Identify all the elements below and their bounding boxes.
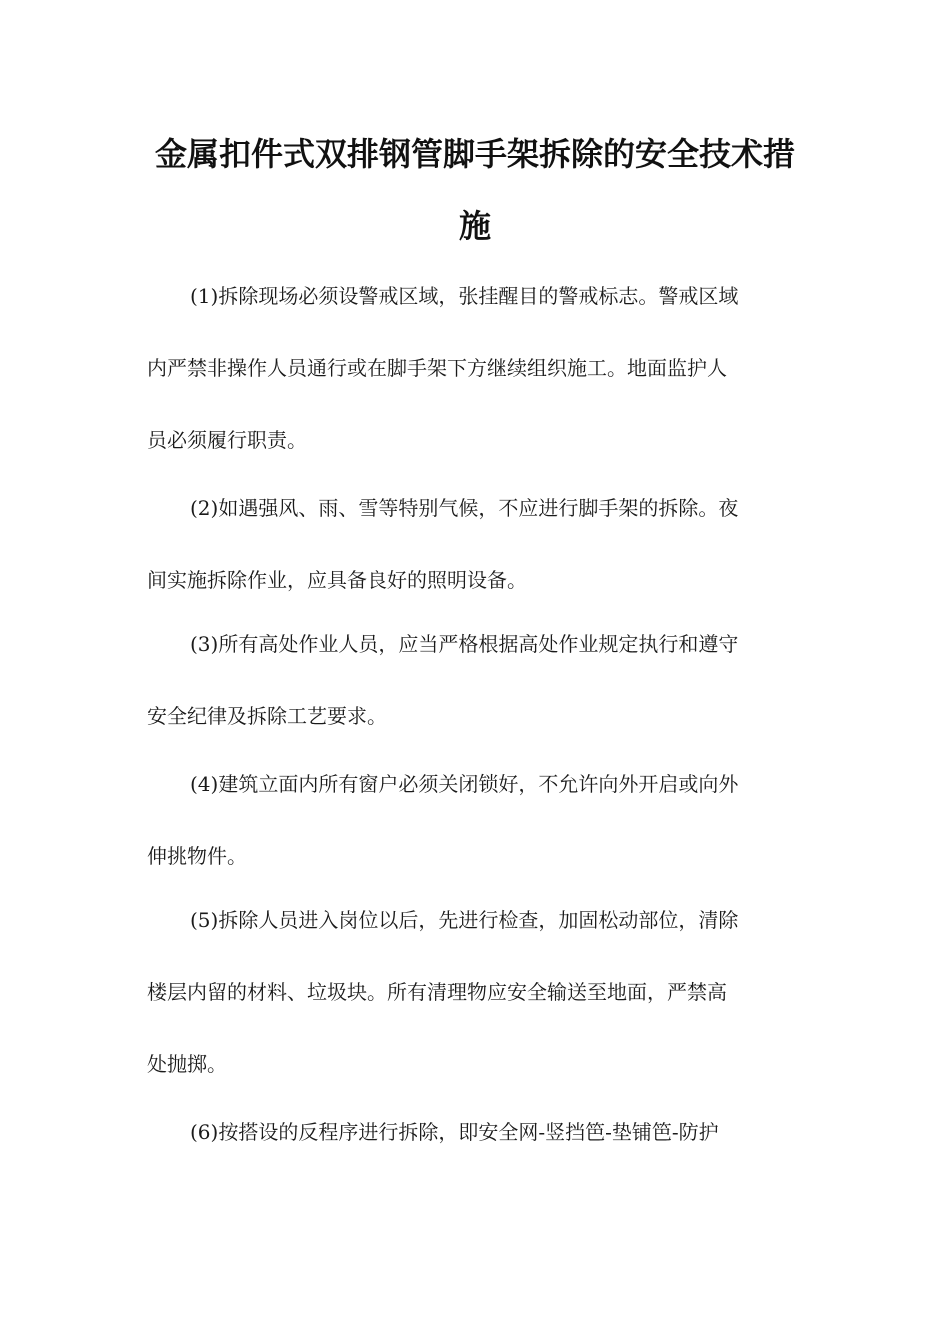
paragraph-5-line-3: 处抛掷。 [147,1052,227,1076]
paragraph-1-line-1: (1)拆除现场必须设警戒区域，张挂醒目的警戒标志。警戒区域 [190,284,739,308]
paragraph-1-line-3: 员必须履行职责。 [147,428,307,452]
paragraph-2-line-1: (2)如遇强风、雨、雪等特别气候，不应进行脚手架的拆除。夜 [190,496,739,520]
paragraph-5-line-1: (5)拆除人员进入岗位以后，先进行检查，加固松动部位，清除 [190,908,739,932]
paragraph-6-line-1: (6)按搭设的反程序进行拆除，即安全网-竖挡笆-垫铺笆-防护 [190,1120,719,1144]
paragraph-3-line-1: (3)所有高处作业人员，应当严格根据高处作业规定执行和遵守 [190,632,739,656]
paragraph-5-line-2: 楼层内留的材料、垃圾块。所有清理物应安全输送至地面，严禁高 [147,980,727,1004]
document-title-line-2: 施 [458,207,491,245]
paragraph-3-line-2: 安全纪律及拆除工艺要求。 [147,704,387,728]
paragraph-2-line-2: 间实施拆除作业，应具备良好的照明设备。 [147,568,527,592]
document-title-line-1: 金属扣件式双排钢管脚手架拆除的安全技术措 [154,135,795,173]
paragraph-4-line-2: 伸挑物件。 [147,844,247,868]
paragraph-1-line-2: 内严禁非操作人员通行或在脚手架下方继续组织施工。地面监护人 [147,356,727,380]
paragraph-4-line-1: (4)建筑立面内所有窗户必须关闭锁好，不允许向外开启或向外 [190,772,739,796]
